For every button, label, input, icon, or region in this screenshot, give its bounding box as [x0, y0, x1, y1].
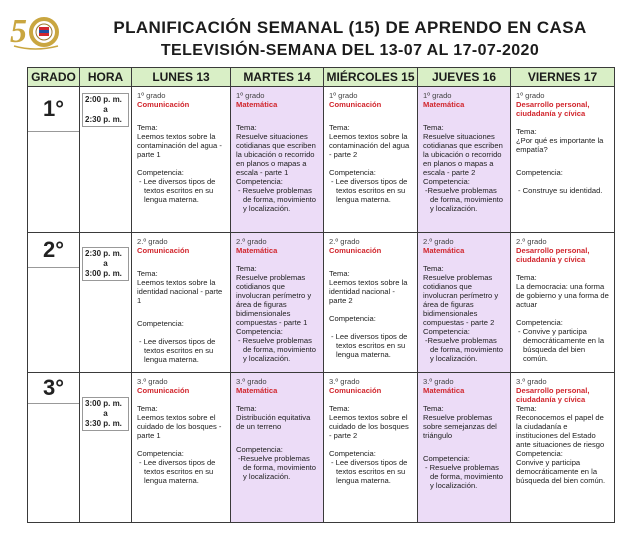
hour-cell: [80, 373, 132, 523]
col-header-viernes: VIERNES 17: [511, 68, 615, 87]
col-header-jueves: JUEVES 16: [418, 68, 511, 87]
lesson-cell: 1º grado Matemática Tema: Resuelve situaciones cotidianas que escriben la ubicación o recorrido en planos o mapas a escala - parte 1 Competencia: - Resuelve problemas de forma, movimiento y localización.: [231, 87, 324, 233]
grade-cell: [28, 233, 80, 373]
col-header-grado: GRADO: [28, 68, 80, 87]
table-row: [28, 87, 615, 233]
page-title: PLANIFICACIÓN SEMANAL (15) DE APRENDO EN CASA: [113, 18, 587, 37]
hour-cell: [80, 233, 132, 373]
col-header-hora: HORA: [80, 68, 132, 87]
schedule-table: [27, 67, 615, 523]
lesson-cell: 1º grado Comunicación Tema: Leemos textos sobre la contaminación del agua - parte 2 Competencia: - Lee diversos tipos de textos escritos en su lengua materna.: [324, 87, 418, 233]
grade-cell: [28, 87, 80, 233]
lesson-cell: 1º grado Comunicación Tema: Leemos textos sobre la contaminación del agua - parte 1 Competencia: - Lee diversos tipos de textos escritos en su lengua materna.: [132, 87, 231, 233]
hour-cell: [80, 87, 132, 233]
svg-text:5: 5: [10, 13, 27, 50]
table-row: [28, 373, 615, 523]
grade-cell: [28, 373, 80, 523]
col-header-martes: MARTES 14: [231, 68, 324, 87]
lesson-cell: 2.º grado Comunicación Tema: Leemos textos sobre la identidad nacional - parte 1 Competencia: - Lee diversos tipos de textos escritos en su lengua materna.: [132, 233, 231, 373]
table-row: [28, 233, 615, 373]
header-row: [28, 68, 615, 87]
lesson-cell: 3.º grado Desarrollo personal, ciudadanía y cívica Tema: Reconocemos el papel de la ciudadanía e instituciones del Estado ante situaciones de riesgo Competencia: Convive y participa democráticamente en la búsqueda del bien común.: [511, 373, 615, 523]
lesson-cell: 2.º grado Matemática Tema: Resuelve problemas cotidianos que involucran perímetro y área de figuras bidimensionales compuestas - parte 1 Competencia: - Resuelve problemas de forma, movimiento y localización.: [231, 233, 324, 373]
lesson-cell: 2.º grado Desarrollo personal, ciudadanía y cívica Tema: La democracia: una forma de gobierno y una forma de actuar Competencia: - Convive y participa democráticamente en la búsqueda del bien común.: [511, 233, 615, 373]
col-header-miercoles: MIÉRCOLES 15: [324, 68, 418, 87]
grade-label: 1°: [28, 87, 79, 132]
lesson-cell: 3.º grado Comunicación Tema: Leemos textos sobre el cuidado de los bosques - parte 1 Competencia: - Lee diversos tipos de textos escritos en su lengua materna.: [132, 373, 231, 523]
anniversary-logo: [8, 8, 62, 52]
lesson-cell: 3.º grado Matemática Tema: Distribución equitativa de un terreno Competencia: -Resuelve problemas de forma, movimiento y localización.: [231, 373, 324, 523]
grade-label: 3°: [28, 373, 79, 404]
lesson-cell: 3.º grado Comunicación Tema: Leemos textos sobre el cuidado de los bosques - parte 2 Competencia: - Lee diversos tipos de textos escritos en su lengua materna.: [324, 373, 418, 523]
page-subtitle: TELEVISIÓN-SEMANA DEL 13-07 AL 17-07-2020: [160, 42, 540, 59]
col-header-lunes: LUNES 13: [132, 68, 231, 87]
hour-range: 2:00 p. m. a 2:30 p. m.: [82, 93, 129, 127]
hour-range: 3:00 p. m. a 3:30 p. m.: [82, 397, 129, 431]
hour-range: 2:30 p. m. a 3:00 p. m.: [82, 247, 129, 281]
lesson-cell: 2.º grado Matemática Tema: Resuelve problemas cotidianos que involucran perímetro y área de figuras bidimensionales compuestas - parte 2 Competencia: -Resuelve problemas de forma, movimiento y localización.: [418, 233, 511, 373]
lesson-cell: 3.º grado Matemática Tema: Resuelve problemas sobre semejanzas del triángulo Competencia: - Resuelve problemas de forma, movimiento y localización.: [418, 373, 511, 523]
lesson-cell: 2.º grado Comunicación Tema: Leemos textos sobre la identidad nacional - parte 2 Competencia: - Lee diversos tipos de textos escritos en su lengua materna.: [324, 233, 418, 373]
lesson-cell: 1º grado Desarrollo personal, ciudadanía y cívica Tema: ¿Por qué es importante la empatía? Competencia: - Construye su identidad.: [511, 87, 615, 233]
lesson-cell: 1º grado Matemática Tema: Resuelve situaciones cotidianas que escriben la ubicación o recorrido en planos o mapas a escala - parte 2 Competencia: -Resuelve problemas de forma, movimiento y localización.: [418, 87, 511, 233]
grade-label: 2°: [28, 233, 79, 268]
